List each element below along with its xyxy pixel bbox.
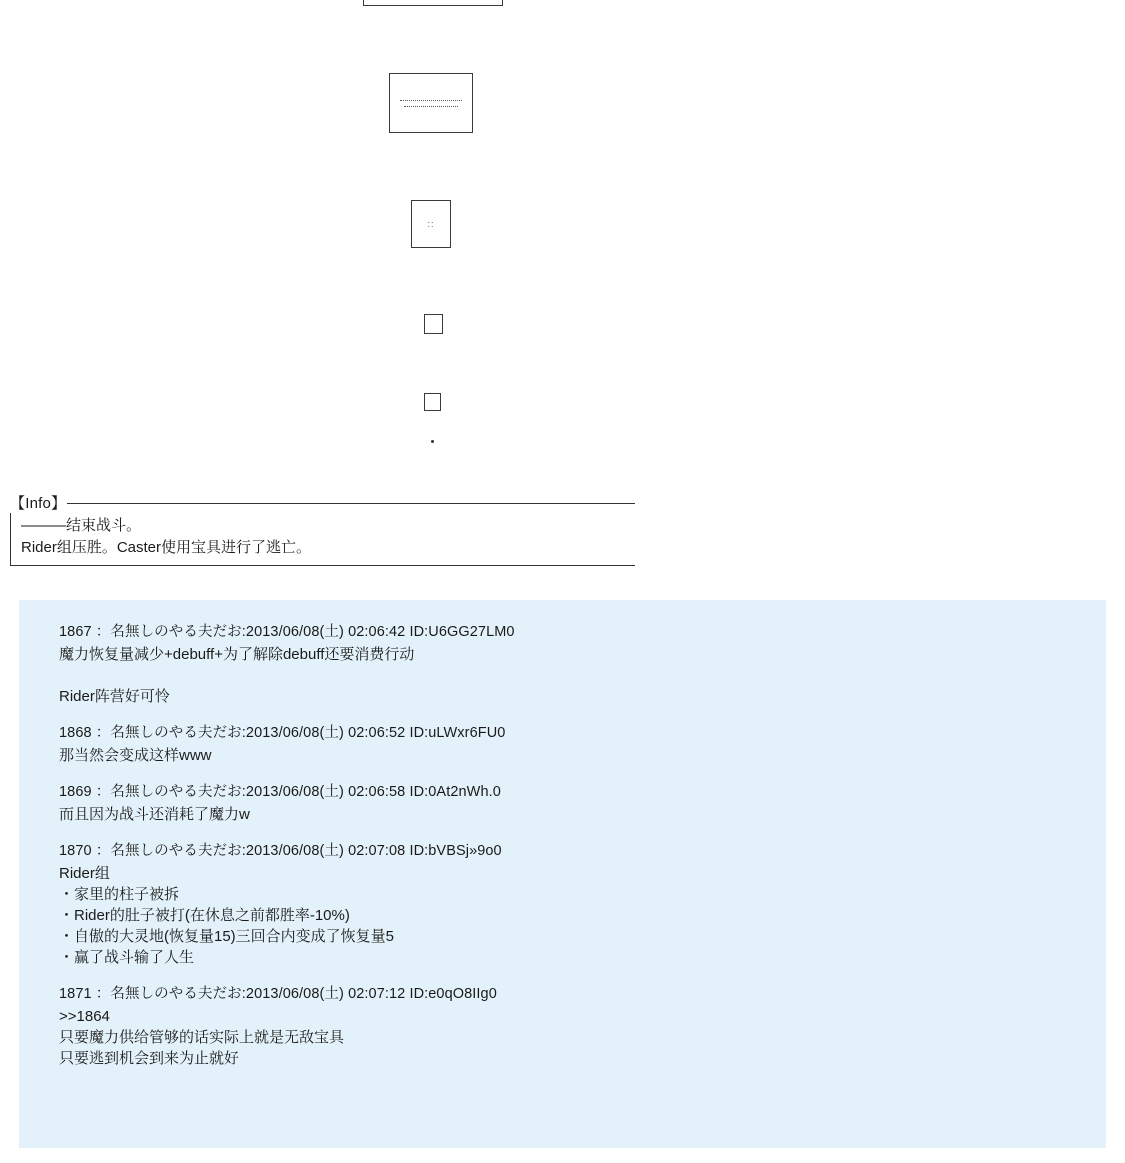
comment-meta: 1870 ：名無しのやる夫だお:2013/06/08(土) 02:07:08 ID:bVBSj»9o0 [59, 843, 502, 859]
comment-post [59, 622, 1106, 707]
art-box-second [389, 73, 473, 133]
comment-line: ・Rider的肚子被打(在休息之前都胜率-10%) [59, 907, 350, 924]
info-body [10, 513, 635, 565]
art-mini-dots: :: [427, 218, 435, 229]
comment-line: Rider组 [59, 865, 110, 882]
comment-line: 魔力恢复量减少+debuff+为了解除debuff还要消费行动 [59, 646, 415, 663]
art-dotted-line [404, 106, 458, 107]
comment-line: ・赢了战斗输了人生 [59, 949, 195, 966]
info-footer-rule [10, 565, 635, 566]
comment-anchor-link[interactable]: >>1864 [59, 1008, 110, 1025]
info-header [10, 492, 635, 513]
comment-line: 那当然会变成这样www [59, 747, 212, 764]
art-box-top [363, 0, 503, 6]
comment-line: ・自傲的大灵地(恢复量15)三回合内变成了恢复量5 [59, 928, 395, 945]
comment-line: ・家里的柱子被拆 [59, 886, 180, 903]
art-box-fourth [424, 314, 443, 334]
comment-line: 只要逃到机会到来为止就好 [59, 1050, 240, 1067]
comment-meta: 1867 ：名無しのやる夫だお:2013/06/08(土) 02:06:42 ID:U6GG27LM0 [59, 624, 515, 640]
comment-line: 而且因为战斗还消耗了魔力w [59, 806, 250, 823]
info-block [10, 492, 635, 566]
art-dotted-line [400, 100, 462, 101]
comments-panel [19, 600, 1106, 1148]
comment-post [59, 841, 1106, 968]
comment-post [59, 984, 1106, 1069]
comment-meta: 1871 ：名無しのやる夫だお:2013/06/08(土) 02:07:12 ID:e0qO8IIg0 [59, 986, 497, 1002]
ascii-art-area [0, 0, 1125, 470]
comment-meta: 1868 ：名無しのやる夫だお:2013/06/08(土) 02:06:52 ID:uLWxr6FU0 [59, 725, 506, 741]
info-label: 【Info】 [10, 495, 67, 512]
info-line: ———结束战斗。 [21, 517, 142, 534]
comment-line [59, 665, 1106, 686]
info-header-rule [67, 503, 635, 504]
info-line: Rider组压胜。Caster使用宝具进行了逃亡。 [21, 539, 312, 556]
comment-post [59, 782, 1106, 825]
comment-line: Rider阵营好可怜 [59, 688, 170, 705]
comment-line: 只要魔力供给管够的话实际上就是无敌宝具 [59, 1029, 345, 1046]
art-dot [431, 440, 434, 443]
comment-meta: 1869 ：名無しのやる夫だお:2013/06/08(土) 02:06:58 ID:0At2nWh.0 [59, 784, 501, 800]
comment-post [59, 723, 1106, 766]
art-box-fifth [424, 393, 441, 411]
art-box-third [411, 200, 451, 248]
